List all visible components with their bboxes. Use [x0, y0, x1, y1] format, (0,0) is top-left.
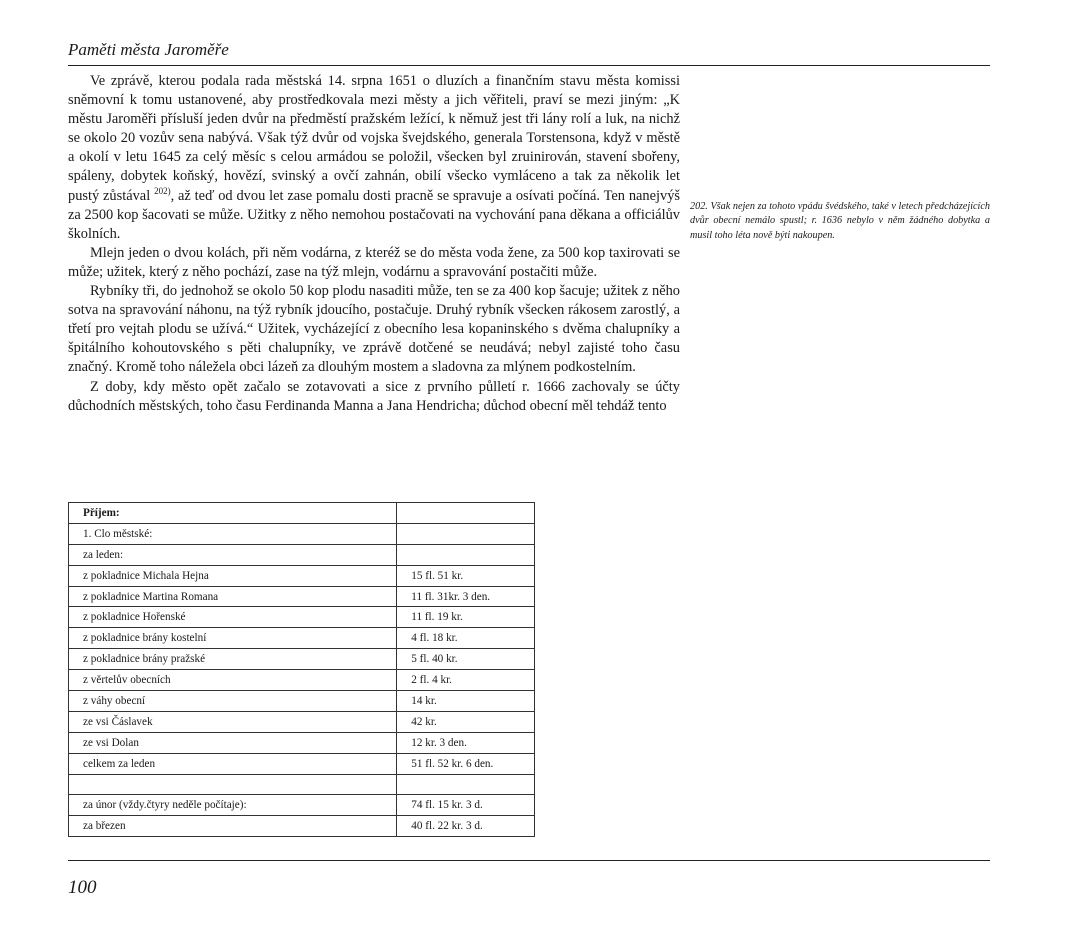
running-title: Paměti města Jaroměře [68, 40, 229, 59]
table-cell-item: za leden: [69, 544, 397, 565]
table-cell-item [69, 774, 397, 795]
table-cell-amount [397, 774, 535, 795]
table-row [69, 628, 535, 649]
table-row [69, 711, 535, 732]
table-row [69, 565, 535, 586]
table-cell-amount: 40 fl. 22 kr. 3 d. [397, 816, 535, 837]
table-row [69, 795, 535, 816]
table-cell-amount: 4 fl. 18 kr. [397, 628, 535, 649]
table-cell-amount: 2 fl. 4 kr. [397, 670, 535, 691]
table-cell-item: 1. Clo městské: [69, 523, 397, 544]
page-number: 100 [68, 877, 97, 898]
table-cell-amount [397, 503, 535, 524]
table-cell-item: ze vsi Čáslavek [69, 711, 397, 732]
table-cell-amount: 42 kr. [397, 711, 535, 732]
table-row [69, 544, 535, 565]
table-cell-item: ze vsi Dolan [69, 732, 397, 753]
table-row [69, 649, 535, 670]
table-cell-amount [397, 544, 535, 565]
table-cell-amount [397, 523, 535, 544]
table-row [69, 670, 535, 691]
table-row [69, 816, 535, 837]
paragraph: Rybníky tři, do jednohož se okolo 50 kop plodu nasaditi může, ten se za 400 kop šacuje; užitek z něho sotva na spravování náhonu, na týž rybník jdoucího, postačuje. Druhý rybník všecken rákosem zarostlý, a třetí pro vejtah plodu se užívá.“ Užitek, vycházející z obecního lesa kopaninského s dvěma chalupníky a špitálního kohoutovského s pěti chalupníky, ve zprávě dotčené se neudává; nebyl zajisté toho času značný. Kromě toho náležela obci lázeň za dlouhým mostem a sladovna za mlýnem podkostelním. [68, 283, 680, 376]
paragraph-text: , až teď od dvou let zase pomalu dosti pracně se spravuje a osívati počíná. Ten nanejvýš za 2500 kop šacovati se může. Užitky z něho nemohou postačovati na vychování pana děkana a officiálův školních. [68, 187, 680, 242]
table-row [69, 607, 535, 628]
income-table [68, 502, 535, 837]
table-cell-item: z pokladnice brány kostelní [69, 628, 397, 649]
table-row [69, 774, 535, 795]
table-cell-item: z pokladnice Michala Hejna [69, 565, 397, 586]
table-row [69, 586, 535, 607]
paragraph-text: Ve zprávě, kterou podala rada městská 14. srpna 1651 o dluzích a finančním stavu města komissi sněmovní k tomu ustanovené, aby prostředkovala mezi městy a jich věřiteli, praví se mezi jiným: „K městu Jaroměři přísluší jeden dvůr na předměstí pražském ležící, k němuž jest tři lány rolí a luk, na nichž se okolo 20 vozův sena nabývá. Však týž dvůr od vojska švejdského, generala Torstensona, když v městě a okolí v letu 1645 za celý měsíc s celou armádou se položil, všecken byl zruinirován, stavení sbořeny, spáleny, dobytek koňský, hovězí, svinský a ovčí zahnán, obilí všecko vymláceno a tak za několik let pustý zůstával [68, 73, 680, 204]
table-cell-amount: 14 kr. [397, 691, 535, 712]
table-cell-amount: 51 fl. 52 kr. 6 den. [397, 753, 535, 774]
table-cell-amount: 5 fl. 40 kr. [397, 649, 535, 670]
table-cell-amount: 11 fl. 31kr. 3 den. [397, 586, 535, 607]
header-rule [68, 65, 990, 66]
table-row [69, 691, 535, 712]
table-cell-item: Příjem: [69, 503, 397, 524]
table-cell-amount: 11 fl. 19 kr. [397, 607, 535, 628]
paragraph: Mlejn jeden o dvou kolách, při něm vodárna, z kteréž se do města voda žene, za 500 kop taxirovati se může; užitek, který z něho pochází, zase na týž mlejn, vodárnu a spravování postačiti může. [68, 244, 680, 280]
table-cell-item: z pokladnice Martina Romana [69, 586, 397, 607]
footer-rule [68, 860, 990, 861]
table-cell-amount: 12 kr. 3 den. [397, 732, 535, 753]
table-row [69, 732, 535, 753]
table-cell-item: z pokladnice brány pražské [69, 649, 397, 670]
table-cell-item: z věrtelův obecních [69, 670, 397, 691]
table-cell-item: za březen [69, 816, 397, 837]
footnote: 202. Však nejen za tohoto vpádu švédského, také v letech předcházejících dvůr obecní nemálo spustl; r. 1636 nebylo v něm žádného dobytka a musil toho léta nově býti nakoupen. [690, 201, 990, 241]
table-row [69, 753, 535, 774]
table-cell-item: z pokladnice Hořenské [69, 607, 397, 628]
table-row [69, 523, 535, 544]
table-row [69, 503, 535, 524]
table-cell-item: za únor (vždy.čtyry neděle počítaje): [69, 795, 397, 816]
table-cell-amount: 74 fl. 15 kr. 3 d. [397, 795, 535, 816]
paragraph [68, 72, 680, 244]
table-cell-item: z váhy obecní [69, 691, 397, 712]
income-table-body [69, 503, 535, 837]
footnote-reference[interactable]: 202) [154, 185, 171, 196]
table-cell-item: celkem za leden [69, 753, 397, 774]
table-cell-amount: 15 fl. 51 kr. [397, 565, 535, 586]
paragraph: Z doby, kdy město opět začalo se zotavovati a sice z prvního půlletí r. 1666 zachovaly se účty důchodních městských, toho času Ferdinanda Manna a Jana Hendricha; důchod obecní měl tehdáž tento [68, 378, 680, 414]
main-text [68, 72, 680, 416]
